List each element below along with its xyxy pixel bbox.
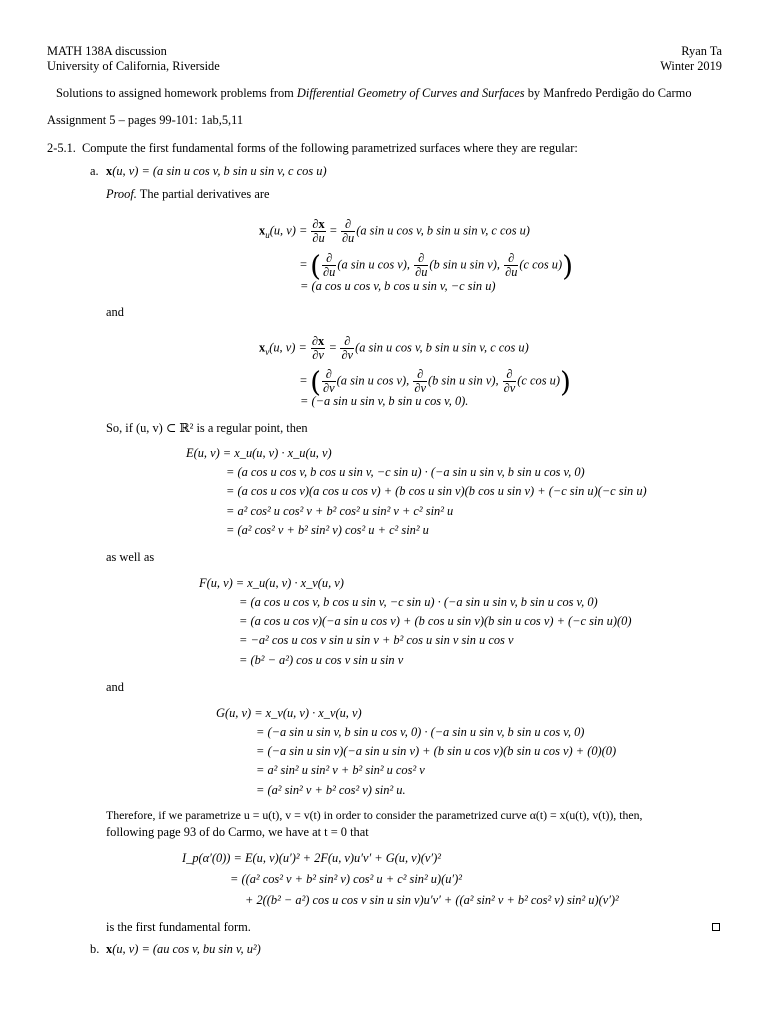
assignment-line: Assignment 5 – pages 99-101: 1ab,5,11 xyxy=(47,113,244,127)
partial-fraction: $\frac{\partial x}{\partial u}$ xyxy=(312,217,325,246)
first-form-line-1: I_p(α′(0)) = E(u, v)(u′)² + 2F(u, v)u′v′ + G(u, v)(v′)² xyxy=(182,851,441,865)
partial-fraction: $\frac{\partial x}{\partial v}$ xyxy=(311,334,325,363)
conclusion-text: is the first fundamental form. xyxy=(106,920,251,934)
first-form-line-3: + 2((b² − a²) cos u cos v sin u sin v)u′v′ + ((a² sin² v + b² cos² v) sin² u)(v′)² xyxy=(245,893,619,907)
G-line-1: G(u, v) = x_v(u, v) · x_v(u, v) xyxy=(216,706,362,720)
F-line-2: = (a cos u cos v, b cos u sin v, −c sin u) · (−a sin u sin v, b sin u cos v, 0) xyxy=(239,595,598,609)
as-well-as-text: as well as xyxy=(106,550,155,564)
part-b-label: b. xyxy=(90,942,100,956)
xu-line-1-rhs: (a sin u cos v, b sin u sin v, c cos u) xyxy=(356,223,530,238)
F-line-5: = (b² − a²) cos u cos v sin u sin v xyxy=(239,653,404,667)
E-line-3: = (a cos u cos v)(a cos u cos v) + (b cos u sin v)(b cos u sin v) + (−c sin u)(−c sin u) xyxy=(226,484,647,498)
xv-term-1: (a sin u cos v), xyxy=(336,373,410,388)
G-line-3: = (−a sin u sin v)(−a sin u sin v) + (b sin u cos v)(b sin u cos v) + (0)(0) xyxy=(256,744,617,758)
part-a-surface xyxy=(106,165,327,177)
course-name: MATH 138A discussion xyxy=(47,44,167,58)
xu-term-1: (a sin u cos v), xyxy=(337,257,410,272)
xu-term-3: (c cos u) xyxy=(519,257,563,272)
term: Winter 2019 xyxy=(660,59,722,73)
problem-statement: Compute the first fundamental forms of the following parametrized surfaces where they are regular: xyxy=(82,141,578,155)
F-line-3: = (a cos u cos v)(−a sin u cos v) + (b cos u sin v)(b sin u cos v) + (−c sin u)(0) xyxy=(239,614,632,628)
author-name: Ryan Ta xyxy=(681,44,722,58)
E-line-5: = (a² cos² v + b² sin² v) cos² u + c² sin² u xyxy=(226,523,429,537)
first-form-line-2: = ((a² cos² v + b² sin² v) cos² u + c² sin² u)(u′)² xyxy=(230,872,462,886)
intro-line xyxy=(56,87,692,99)
therefore-line-1: Therefore, if we parametrize u = u(t), v = v(t) in order to consider the parametrized curve α(t) = x(u(t), v(t)), then, xyxy=(106,808,643,822)
surface-x-symbol: x xyxy=(106,164,113,178)
E-line-4: = a² cos² u cos² v + b² cos² u sin² v + c² sin² u xyxy=(226,504,454,518)
part-b-surface xyxy=(106,943,261,955)
proof-text: The partial derivatives are xyxy=(139,187,270,201)
part-b-surface-formula: (u, v) = (au cos v, bu sin v, u²) xyxy=(112,942,261,956)
university-name: University of California, Riverside xyxy=(47,59,220,73)
xv-line-1: $x_v(u$, v) = $\frac{\partial x}{\partial v}$ = $\frac{\partial}{\partial v}$ (a sin u cos v, b sin u sin v, c cos u) xyxy=(259,334,529,363)
E-line-2: = (a cos u cos v, b cos u sin v, −c sin u) · (−a sin u sin v, b sin u cos v, 0) xyxy=(226,465,585,479)
regular-point-sentence: So, if (u, v) ⊂ ℝ² is a regular point, then xyxy=(106,421,308,435)
xu-line-2: = ( $\frac{\partial}{\partial u}$ (a sin u cos v), $\frac{\partial}{\partial u}$ (b sin u sin v), $\frac{\partial}{\partial u}$ (c cos u)) xyxy=(300,249,574,283)
E-line-1: E(u, v) = x_u(u, v) · x_u(u, v) xyxy=(186,446,332,460)
partial-operator: $\frac{\partial}{\partial u}$ xyxy=(341,217,355,246)
therefore-line-2: following page 93 of do Carmo, we have at t = 0 that xyxy=(106,825,369,839)
xu-line-1: $x_u(u$, v) = $\frac{\partial x}{\partial u}$ = $\frac{\partial}{\partial u}$ (a sin u cos v, b sin u sin v, c cos u) xyxy=(259,217,530,246)
xv-term-3: (c cos u) xyxy=(517,373,560,388)
xu-lhs: (u, v) = xyxy=(269,223,308,238)
problem-number: 2-5.1. xyxy=(47,141,76,155)
G-line-2: = (−a sin u sin v, b sin u cos v, 0) · (−a sin u sin v, b sin u cos v, 0) xyxy=(256,725,585,739)
xv-term-2: (b sin u sin v), xyxy=(428,373,499,388)
book-title: Differential Geometry of Curves and Surfaces xyxy=(296,86,525,100)
G-line-5: = (a² sin² v + b² cos² v) sin² u. xyxy=(256,783,406,797)
F-line-1: F(u, v) = x_u(u, v) · x_v(u, v) xyxy=(199,576,344,590)
part-a-label: a. xyxy=(90,164,99,178)
surface-x-symbol: x xyxy=(106,942,113,956)
part-a-surface-formula: (u, v) = (a sin u cos v, b sin u sin v, c cos u) xyxy=(112,164,327,178)
proof-intro xyxy=(106,188,269,200)
xv-line-2: = ( $\frac{\partial}{\partial v}$ (a sin u cos v), $\frac{\partial}{\partial v}$ (b sin u sin v), $\frac{\partial}{\partial v}$ (c cos u)) xyxy=(300,365,571,399)
xv-line-1-rhs: (a sin u cos v, b sin u sin v, c cos u) xyxy=(355,340,529,355)
xv-line-3: = (−a sin u sin v, b sin u cos v, 0). xyxy=(300,394,469,408)
xu-term-2: (b sin u sin v), xyxy=(429,257,500,272)
xv-lhs: (u, v) = xyxy=(269,340,307,355)
and-text-1: and xyxy=(106,305,124,319)
F-line-4: = −a² cos u cos v sin u sin v + b² cos u sin v sin u cos v xyxy=(239,633,514,647)
G-line-4: = a² sin² u sin² v + b² sin² u cos² v xyxy=(256,763,425,777)
qed-symbol xyxy=(712,923,720,931)
xu-line-3: = (a cos u cos v, b cos u sin v, −c sin u) xyxy=(300,279,496,293)
partial-operator: $\frac{\partial}{\partial v}$ xyxy=(341,334,354,363)
proof-label: Proof. xyxy=(106,187,137,201)
intro-prefix: Solutions to assigned homework problems from xyxy=(56,86,297,100)
intro-suffix: by Manfredo Perdigão do Carmo xyxy=(524,86,692,100)
and-text-2: and xyxy=(106,680,124,694)
